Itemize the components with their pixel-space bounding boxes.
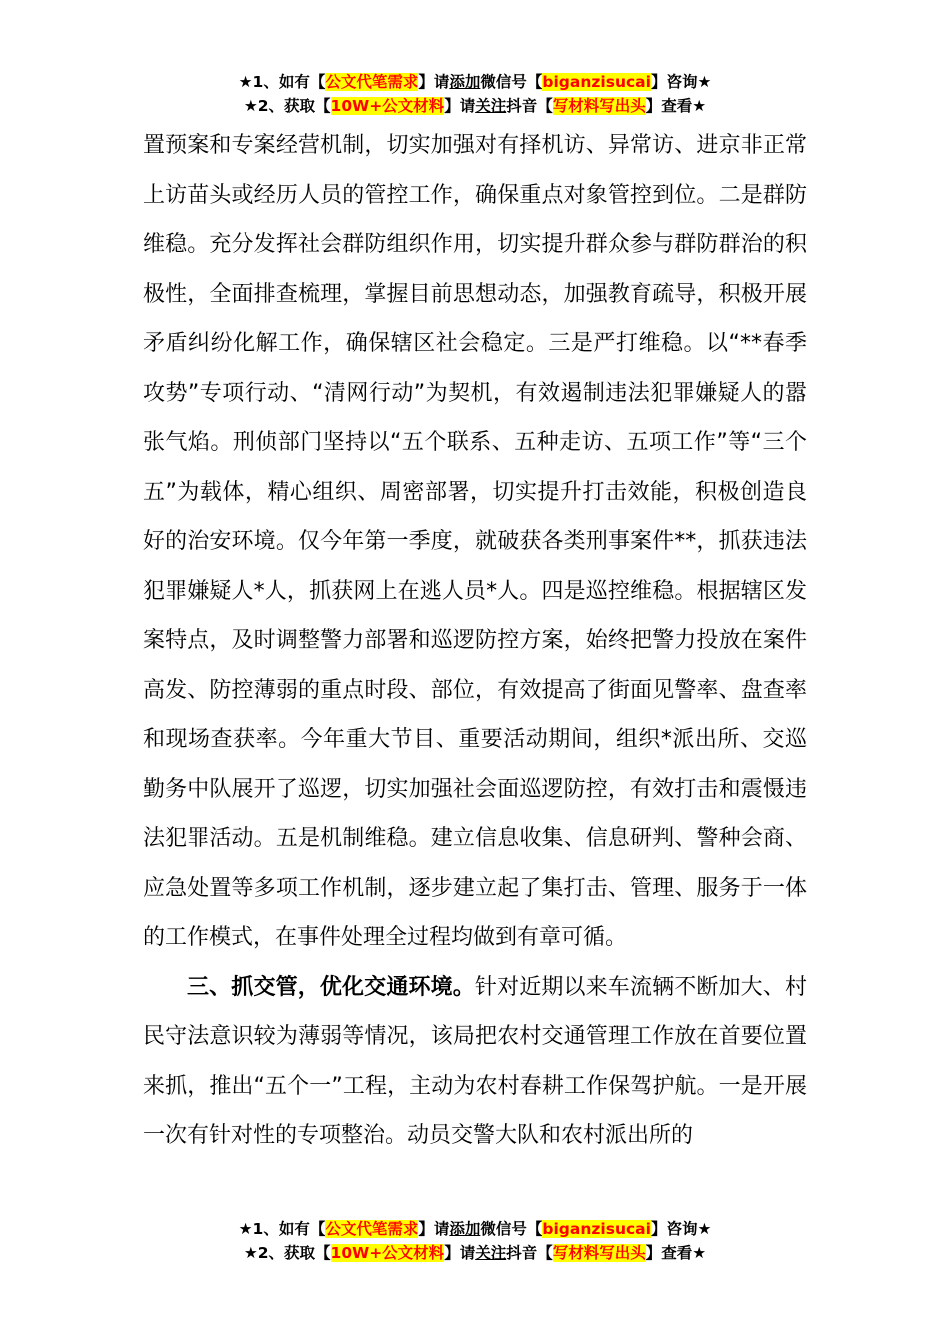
banner-text: 抖音【 (506, 1244, 553, 1262)
banner-text: 】请 (418, 73, 450, 91)
banner-underlined-text: 添加 (449, 1220, 481, 1238)
banner-underlined-text: 关注 (475, 97, 507, 115)
banner-text: 抖音【 (506, 97, 553, 115)
banner-highlight: 公文代笔需求 (325, 73, 419, 91)
banner-line-1 (0, 70, 950, 94)
section-heading: 三、抓交管，优化交通环境。 (187, 974, 475, 1000)
banner-highlight: biganzisucai (542, 1220, 651, 1238)
banner-text: 】咨询★ (650, 1220, 712, 1238)
banner-text: ★1、如有【 (238, 73, 326, 91)
document-body (143, 121, 807, 1161)
banner-text: 】查看★ (645, 1244, 707, 1262)
banner-text: ★2、获取【 (243, 1244, 331, 1262)
banner-highlight: 10W+公文材料 (330, 1244, 445, 1262)
banner-highlight: 写材料写出头 (552, 97, 646, 115)
banner-line-2 (0, 94, 950, 118)
paragraph: 置预案和专案经营机制，切实加强对有择机访、异常访、进京非正常上访苗头或经历人员的管控工作，确保重点对象管控到位。二是群防维稳。充分发挥社会群防组织作用，切实提升群众参与群防群治的积极性，全面排查梳理，掌握目前思想动态，加强教育疏导，积极开展矛盾纠纷化解工作，确保辖区社会稳定。三是严打维稳。以“**春季攻势”专项行动、“清网行动”为契机，有效遏制违法犯罪嫌疑人的嚣张气焰。刑侦部门坚持以“五个联系、五种走访、五项工作”等“三个五”为载体，精心组织、周密部署，切实提升打击效能，积极创造良好的治安环境。仅今年第一季度，就破获各类刑事案件**，抓获违法犯罪嫌疑人*人，抓获网上在逃人员*人。四是巡控维稳。根据辖区发案特点，及时调整警力部署和巡逻防控方案，始终把警力投放在案件高发、防控薄弱的重点时段、部位，有效提高了街面见警率、盘查率和现场查获率。今年重大节目、重要活动期间，组织*派出所、交巡勤务中队展开了巡逻，切实加强社会面巡逻防控，有效打击和震慑违法犯罪活动。五是机制维稳。建立信息收集、信息研判、警种会商、应急处置等多项工作机制，逐步建立起了集打击、管理、服务于一体的工作模式，在事件处理全过程均做到有章可循。 (143, 133, 807, 950)
banner-highlight: 10W+公文材料 (330, 97, 445, 115)
banner-text: 微信号【 (480, 1220, 543, 1238)
banner-text: ★2、获取【 (243, 97, 331, 115)
banner-text: 】请 (444, 97, 476, 115)
banner-text: 】请 (444, 1244, 476, 1262)
paragraph (143, 963, 807, 1161)
banner-underlined-text: 关注 (475, 1244, 507, 1262)
banner-highlight: biganzisucai (542, 73, 651, 91)
banner-underlined-text: 添加 (449, 73, 481, 91)
banner-highlight: 写材料写出头 (552, 1244, 646, 1262)
paragraph-text: 针对近期以来车流辆不断加大、村民守法意识较为薄弱等情况，该局把农村交通管理工作放在首要位置来抓，推出“五个一”工程，主动为农村春耕工作保驾护航。一是开展一次有针对性的专项整治。动员交警大队和农村派出所的 (143, 974, 807, 1148)
banner-text: 】请 (418, 1220, 450, 1238)
banner-line-2 (0, 1241, 950, 1265)
banner-line-1 (0, 1217, 950, 1241)
banner-text: 】咨询★ (650, 73, 712, 91)
banner-text: ★1、如有【 (238, 1220, 326, 1238)
header-banner (0, 70, 950, 118)
footer-banner (0, 1217, 950, 1265)
banner-text: 微信号【 (480, 73, 543, 91)
banner-highlight: 公文代笔需求 (325, 1220, 419, 1238)
banner-text: 】查看★ (645, 97, 707, 115)
